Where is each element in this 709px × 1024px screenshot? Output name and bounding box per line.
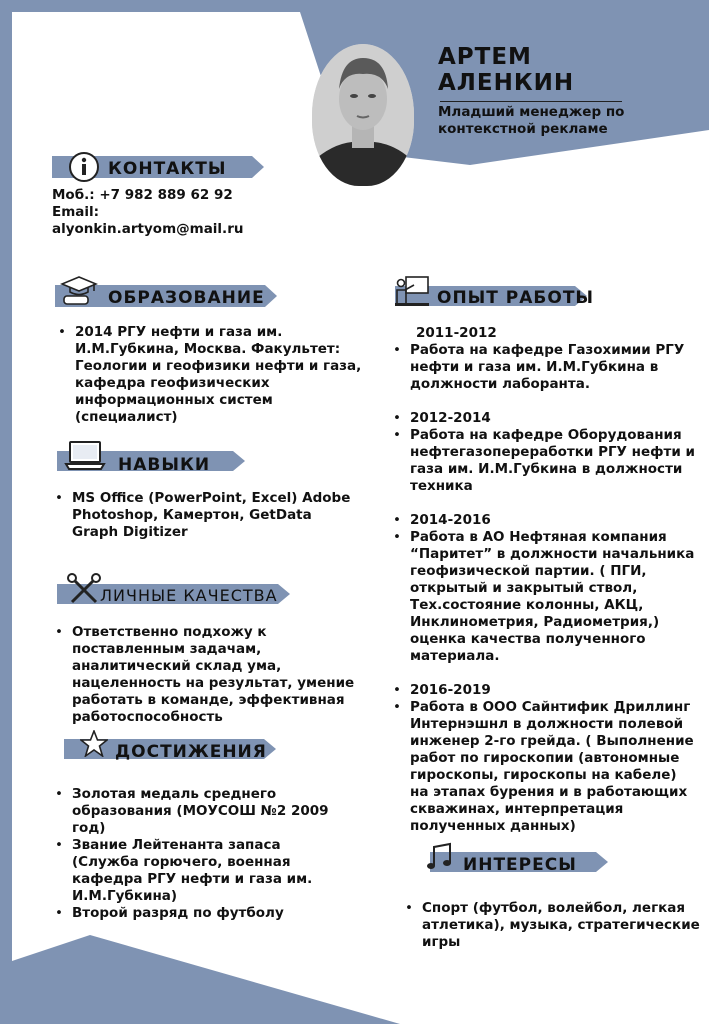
skills-title: НАВЫКИ	[118, 455, 211, 475]
teacher-board-icon	[394, 275, 430, 307]
job-description: • Работа на кафедре Оборудования нефтегазопереработки РГУ нефти и газа им. И.М.Губкина в должности техника	[390, 427, 695, 495]
qualities-item: • Ответственно подхожу к поставленным задачам, аналитический склад ума, нацеленность на результат, умение работать в команде, эффективная работоспособность	[52, 624, 372, 726]
graduation-icon	[60, 275, 98, 307]
job-description: • Работа в ООО Сайнтифик Дриллинг Интернэшнл в должности полевой инженер 2-го грейда. ( Выполнение работ по гироскопии (автономные гироскопы, гироскопы на кабеле) на этапах бурения и в работающих скважинах, интерпретация полученных данных)	[390, 699, 695, 835]
interests-list	[402, 900, 707, 951]
job-description: • Работа в АО Нефтяная компания “Паритет” в должности начальника геофизической партии. ( ПГИ, открытый и закрытый ствол, Тех.состояние колонны, АКЦ, Инклинометрия, Радиометрия,) оценка качества полученного материала.	[390, 529, 695, 665]
star-icon	[80, 730, 108, 757]
education-list	[55, 324, 375, 426]
avatar-photo	[312, 44, 414, 186]
job-spacer	[390, 495, 695, 512]
job-period: • 2012-2014	[390, 410, 695, 427]
tools-icon	[66, 572, 102, 608]
skills-item: • MS Office (PowerPoint, Excel) Adobe Photoshop, Камертон, GetData Graph Digitizer	[52, 490, 352, 541]
job-position: Младший менеджер по контекстной рекламе	[438, 104, 625, 137]
experience-list	[390, 325, 695, 835]
job-period: 2011-2012	[416, 325, 497, 341]
phone-text: Моб.: +7 982 889 62 92	[52, 187, 233, 203]
job-spacer	[390, 393, 695, 410]
full-name	[438, 44, 638, 96]
achievement-item: • Второй разряд по футболу	[52, 905, 352, 922]
job-period: • 2014-2016	[390, 512, 695, 529]
info-icon	[68, 151, 100, 183]
first-name: АРТЕМ	[438, 44, 532, 70]
music-note-icon	[424, 842, 454, 872]
job-period: • 2016-2019	[390, 682, 695, 699]
contacts-block	[52, 187, 312, 238]
qualities-title: ЛИЧНЫЕ КАЧЕСТВА	[100, 586, 278, 605]
job-spacer	[390, 665, 695, 682]
job-description: • Работа на кафедре Газохимии РГУ нефти и газа им. И.М.Губкина в должности лаборанта.	[390, 342, 695, 393]
interests-title: ИНТЕРЕСЫ	[463, 855, 577, 875]
achievements-title: ДОСТИЖЕНИЯ	[115, 742, 267, 762]
experience-title: ОПЫТ РАБОТЫ	[437, 288, 595, 308]
laptop-icon	[64, 440, 106, 472]
email-link[interactable]: alyonkin.artyom@mail.ru	[52, 221, 244, 237]
achievement-item: • Звание Лейтенанта запаса (Служба горючего, военная кафедра РГУ нефти и газа им. И.М.Губкина)	[52, 837, 352, 905]
education-item: • 2014 РГУ нефти и газа им. И.М.Губкина, Москва. Факультет: Геологии и геофизики нефти и газа, кафедра геофизических информационных систем (специалист)	[55, 324, 375, 426]
last-name: АЛЕНКИН	[438, 70, 575, 96]
achievement-item: • Золотая медаль среднего образования (МОУСОШ №2 2009 год)	[52, 786, 352, 837]
education-title: ОБРАЗОВАНИЕ	[108, 288, 265, 308]
achievements-list	[52, 786, 352, 922]
skills-list	[52, 490, 352, 541]
contacts-title: КОНТАКТЫ	[108, 159, 227, 179]
email-label: Email:	[52, 204, 100, 220]
interests-item: • Спорт (футбол, волейбол, легкая атлетика), музыка, стратегические игры	[402, 900, 707, 951]
name-divider	[440, 101, 622, 102]
qualities-list	[52, 624, 372, 726]
